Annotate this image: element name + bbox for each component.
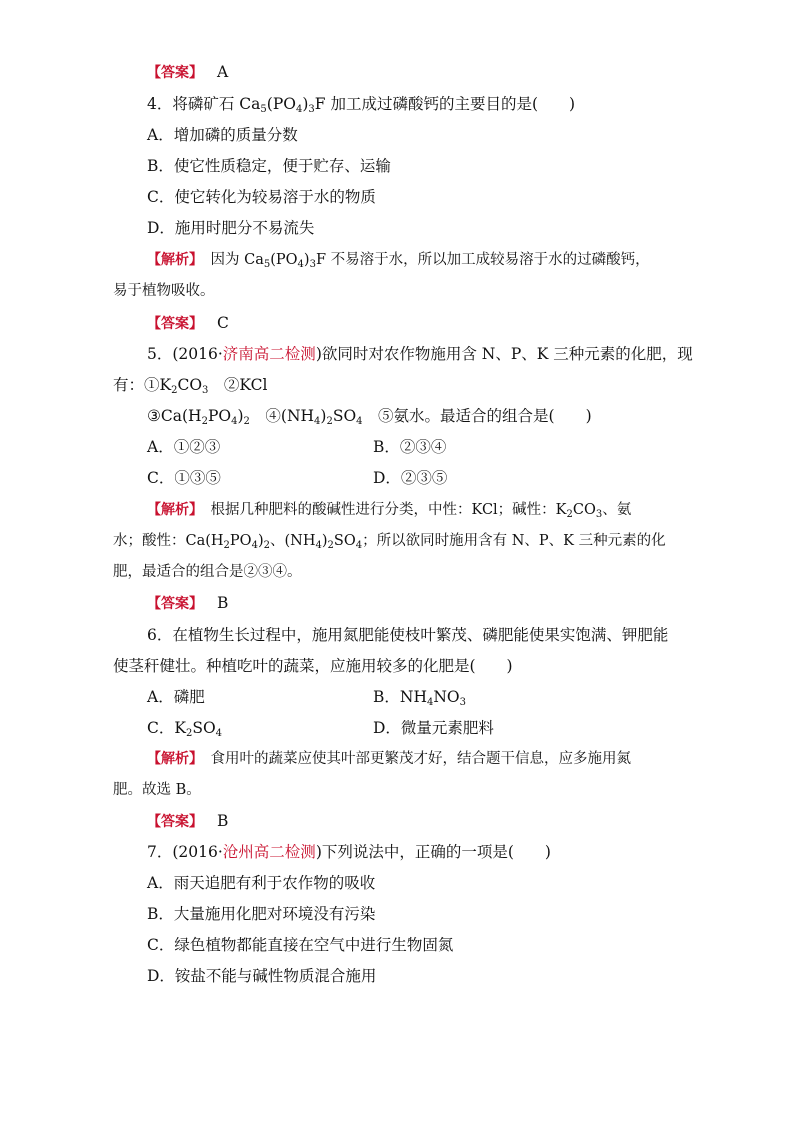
question-7-option-b: B．大量施用化肥对环境没有污染: [147, 905, 376, 923]
question-7-stem: 7．(2016·沧州高二检测)下列说法中，正确的一项是( ): [147, 843, 551, 861]
question-4-stem: 4．将磷矿石 $Ca_5(PO_4)_3F$ 加工成过磷酸钙的主要目的是( ): [147, 95, 576, 115]
question-4-analysis: 【解析】 因为 $Ca_5(PO_4)_3F$ 不易溶于水，所以加工成较易溶于水的过磷酸钙，: [147, 252, 650, 270]
question-7-option-a: A．雨天追肥有利于农作物的吸收: [147, 874, 376, 892]
question-6-option-d: D．微量元素肥料: [373, 719, 494, 737]
question-6-option-b: B．$NH_4NO_3$: [373, 688, 467, 708]
question-5-option-c: C．①③⑤: [147, 469, 221, 487]
question-5-stem-cont2: $③Ca(H_2PO_4)_2$ $④(NH_4)_2SO_4$ ⑤氨水。最适合的组合是( ): [147, 407, 592, 427]
question-5-option-b: B．②③④: [373, 438, 447, 456]
question-6-option-a: A．磷肥: [147, 688, 205, 706]
question-6-analysis: 【解析】 食用叶的蔬菜应使其叶部更繁茂才好，结合题干信息，应多施用氮: [147, 751, 631, 767]
question-5-option-d: D．②③⑤: [373, 469, 448, 487]
question-5-option-a: A．①②③: [147, 438, 221, 456]
answer-line: [147, 62, 228, 83]
question-6-stem: 6．在植物生长过程中，施用氮肥能使枝叶繁茂、磷肥能使果实饱满、钾肥能: [147, 626, 669, 644]
question-5-stem: 5．(2016·济南高二检测)欲同时对农作物施用含 N、P、K 三种元素的化肥，现: [147, 345, 693, 363]
question-6-option-c: C．$K_2SO_4$: [147, 719, 223, 739]
answer-value: A: [217, 63, 229, 81]
answer-label: 【答案】: [147, 65, 203, 81]
question-5-analysis: 【解析】 根据几种肥料的酸碱性进行分类，中性：KCl；碱性：$K_2CO_3$、氨: [147, 502, 632, 520]
question-4-analysis-cont: 易于植物吸收。: [113, 283, 215, 299]
question-4-answer: 【答案】 C: [147, 314, 229, 332]
question-5-source: 济南高二检测: [222, 345, 316, 363]
question-6-answer: 【答案】 B: [147, 812, 229, 830]
question-5-stem-cont: 有：$①K_2CO_3$ ②KCl: [113, 376, 268, 396]
question-5-answer: 【答案】 B: [147, 594, 229, 612]
question-4-option-a: A．增加磷的质量分数: [147, 126, 298, 144]
question-4-option-d: D．施用时肥分不易流失: [147, 219, 315, 237]
question-5-analysis-cont: 水；酸性：$Ca(H_2PO_4)_2$、$(NH_4)_2SO_4$；所以欲同时施用含有 N、P、K 三种元素的化: [113, 533, 666, 551]
question-5-analysis-cont2: 肥，最适合的组合是②③④。: [113, 564, 302, 580]
question-4-option-b: B．使它性质稳定，便于贮存、运输: [147, 157, 391, 175]
question-4-option-c: C．使它转化为较易溶于水的物质: [147, 188, 376, 206]
question-7-option-c: C．绿色植物都能直接在空气中进行生物固氮: [147, 936, 454, 954]
question-6-analysis-cont: 肥。故选 B。: [113, 782, 201, 798]
question-6-stem-cont: 使茎秆健壮。种植吃叶的蔬菜，应施用较多的化肥是( ): [113, 657, 513, 675]
question-7-source: 沧州高二检测: [222, 843, 316, 861]
question-7-option-d: D．铵盐不能与碱性物质混合施用: [147, 967, 377, 985]
analysis-label: 【解析】: [147, 252, 196, 268]
